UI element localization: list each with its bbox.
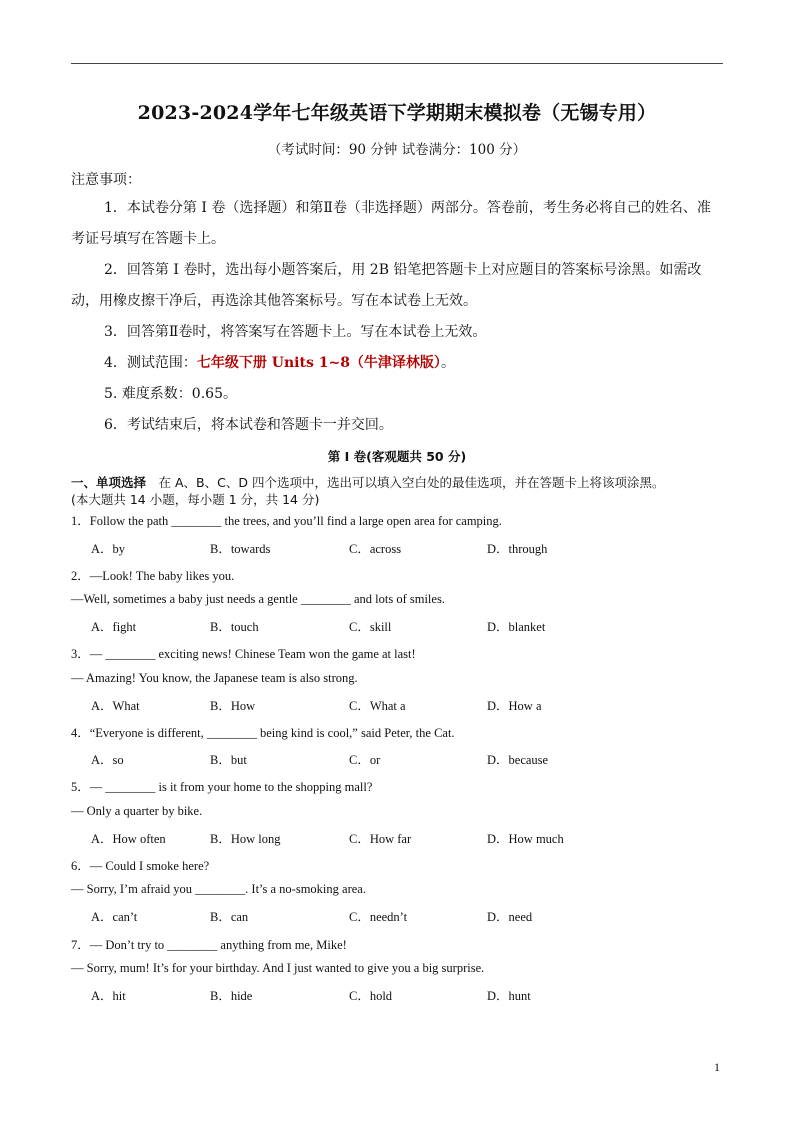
- document-title: 2023-2024学年七年级英语下学期期末模拟卷（无锡专用）: [137, 102, 657, 124]
- option-a: A．How often: [91, 832, 166, 846]
- question-1-stem: 1．Follow the path ________ the trees, and you’ll find a large open area for camping.: [71, 514, 502, 528]
- option-c: C．How far: [349, 832, 412, 846]
- option-d: D．because: [487, 753, 549, 767]
- option-c: C．or: [349, 753, 381, 767]
- option-a: A．by: [91, 542, 126, 556]
- option-d: D．blanket: [487, 620, 546, 634]
- part-label: 一、单项选择: [71, 475, 147, 490]
- option-b: B．touch: [210, 620, 259, 634]
- option-d: D．How much: [487, 832, 564, 846]
- question-2-line-2: —Well, sometimes a baby just needs a gentle ________ and lots of smiles.: [71, 592, 445, 606]
- page-number: 1: [714, 1060, 720, 1074]
- question-3-line-2: — Amazing! You know, the Japanese team is also strong.: [71, 671, 358, 685]
- test-scope: 七年级下册 Units 1~8（牛津译林版）: [196, 355, 441, 371]
- header-rule: [71, 63, 723, 64]
- note-4-suffix: 。: [440, 355, 455, 371]
- part-instruction: 在 A、B、C、D 四个选项中，选出可以填入空白处的最佳选项，并在答题卡上将该项涂黑。: [146, 475, 665, 490]
- note-5: 5. 难度系数：0.65。: [104, 386, 237, 402]
- option-d: D．How a: [487, 699, 542, 713]
- option-b: B．How long: [210, 832, 281, 846]
- question-4-stem: 4．“Everyone is different, ________ being kind is cool,” said Peter, the Cat.: [71, 726, 455, 740]
- question-2-stem: 2．—Look! The baby likes you.: [71, 569, 235, 583]
- notes-heading: 注意事项：: [71, 172, 141, 188]
- note-4: [71, 348, 723, 379]
- option-a: A．can’t: [91, 910, 138, 924]
- option-b: B．towards: [210, 542, 271, 556]
- part-scoring: (本大题共 14 小题，每小题 1 分，共 14 分): [71, 492, 320, 507]
- option-c: C．needn’t: [349, 910, 408, 924]
- note-4-prefix: 4．测试范围：: [104, 355, 197, 371]
- option-b: B．can: [210, 910, 249, 924]
- note-2: 2．回答第 I 卷时，选出每小题答案后，用 2B 铅笔把答题卡上对应题目的答案标号涂黑。如需改动，用橡皮擦干净后，再选涂其他答案标号。写在本试卷上无效。: [71, 262, 702, 309]
- option-c: C．What a: [349, 699, 406, 713]
- option-b: B．but: [210, 753, 247, 767]
- option-a: A．so: [91, 753, 124, 767]
- part-heading: [71, 474, 734, 508]
- option-c: C．hold: [349, 989, 393, 1003]
- exam-info: （考试时间：90 分钟 试卷满分：100 分）: [267, 142, 527, 158]
- option-a: A．What: [91, 699, 140, 713]
- note-3: 3．回答第Ⅱ卷时，将答案写在答题卡上。写在本试卷上无效。: [104, 324, 487, 340]
- option-b: B．How: [210, 699, 256, 713]
- question-3-stem: 3．— ________ exciting news! Chinese Team won the game at last!: [71, 647, 416, 661]
- option-a: A．hit: [91, 989, 126, 1003]
- question-5-line-2: — Only a quarter by bike.: [71, 804, 203, 818]
- section-title: 第 I 卷(客观题共 50 分): [327, 449, 467, 464]
- option-d: D．hunt: [487, 989, 531, 1003]
- question-5-stem: 5．— ________ is it from your home to the shopping mall?: [71, 780, 373, 794]
- note-1: 1．本试卷分第 I 卷（选择题）和第Ⅱ卷（非选择题）两部分。答卷前，考生务必将自己的姓名、准考证号填写在答题卡上。: [71, 200, 711, 247]
- option-c: C．skill: [349, 620, 392, 634]
- option-d: D．through: [487, 542, 548, 556]
- note-6: 6．考试结束后，将本试卷和答题卡一并交回。: [104, 417, 393, 433]
- question-6-line-2: — Sorry, I’m afraid you ________. It’s a no-smoking area.: [71, 882, 366, 896]
- option-b: B．hide: [210, 989, 253, 1003]
- option-a: A．fight: [91, 620, 137, 634]
- option-c: C．across: [349, 542, 402, 556]
- question-7-stem: 7．— Don’t try to ________ anything from me, Mike!: [71, 938, 347, 952]
- question-6-stem: 6．— Could I smoke here?: [71, 859, 210, 873]
- option-d: D．need: [487, 910, 533, 924]
- question-7-line-2: — Sorry, mum! It’s for your birthday. And I just wanted to give you a big surprise.: [71, 961, 485, 975]
